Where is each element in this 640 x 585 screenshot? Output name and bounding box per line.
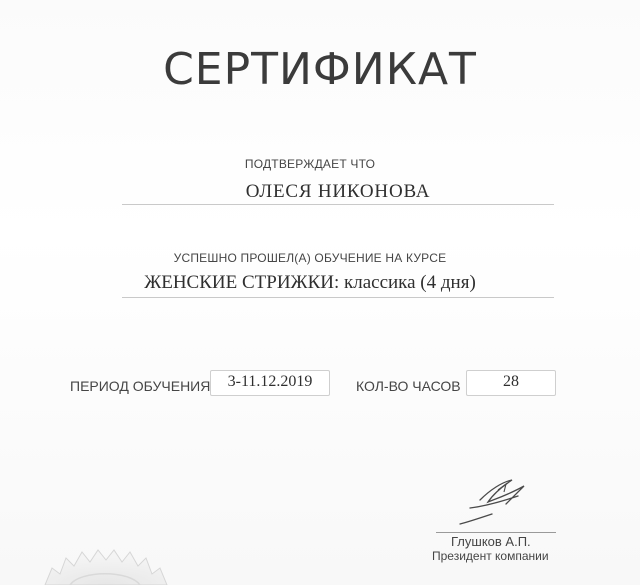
hours-label: КОЛ-ВО ЧАСОВ [356, 378, 461, 394]
handwritten-signature [440, 468, 550, 532]
recipient-name: ОЛЕСЯ НИКОНОВА [245, 181, 431, 202]
signatory-role: Президент компании [432, 549, 549, 563]
course-name-rule [122, 297, 554, 298]
hours-value-box: 28 [466, 370, 556, 396]
signatory-name: Глушков А.П. [451, 534, 531, 549]
course-name: ЖЕНСКИЕ СТРИЖКИ: классика (4 дня) [144, 272, 476, 293]
confirms-label: ПОДТВЕРЖДАЕТ ЧТО [244, 157, 376, 171]
seal-stamp-icon [40, 530, 170, 585]
period-label: ПЕРИОД ОБУЧЕНИЯ [70, 378, 211, 394]
signature-rule [436, 532, 556, 533]
recipient-name-rule [122, 204, 554, 205]
certificate-title: СЕРТИФИКАТ [163, 44, 477, 95]
completed-course-label: УСПЕШНО ПРОШЕЛ(А) ОБУЧЕНИЕ НА КУРСЕ [173, 251, 447, 265]
period-value-box: 3-11.12.2019 [210, 370, 330, 396]
